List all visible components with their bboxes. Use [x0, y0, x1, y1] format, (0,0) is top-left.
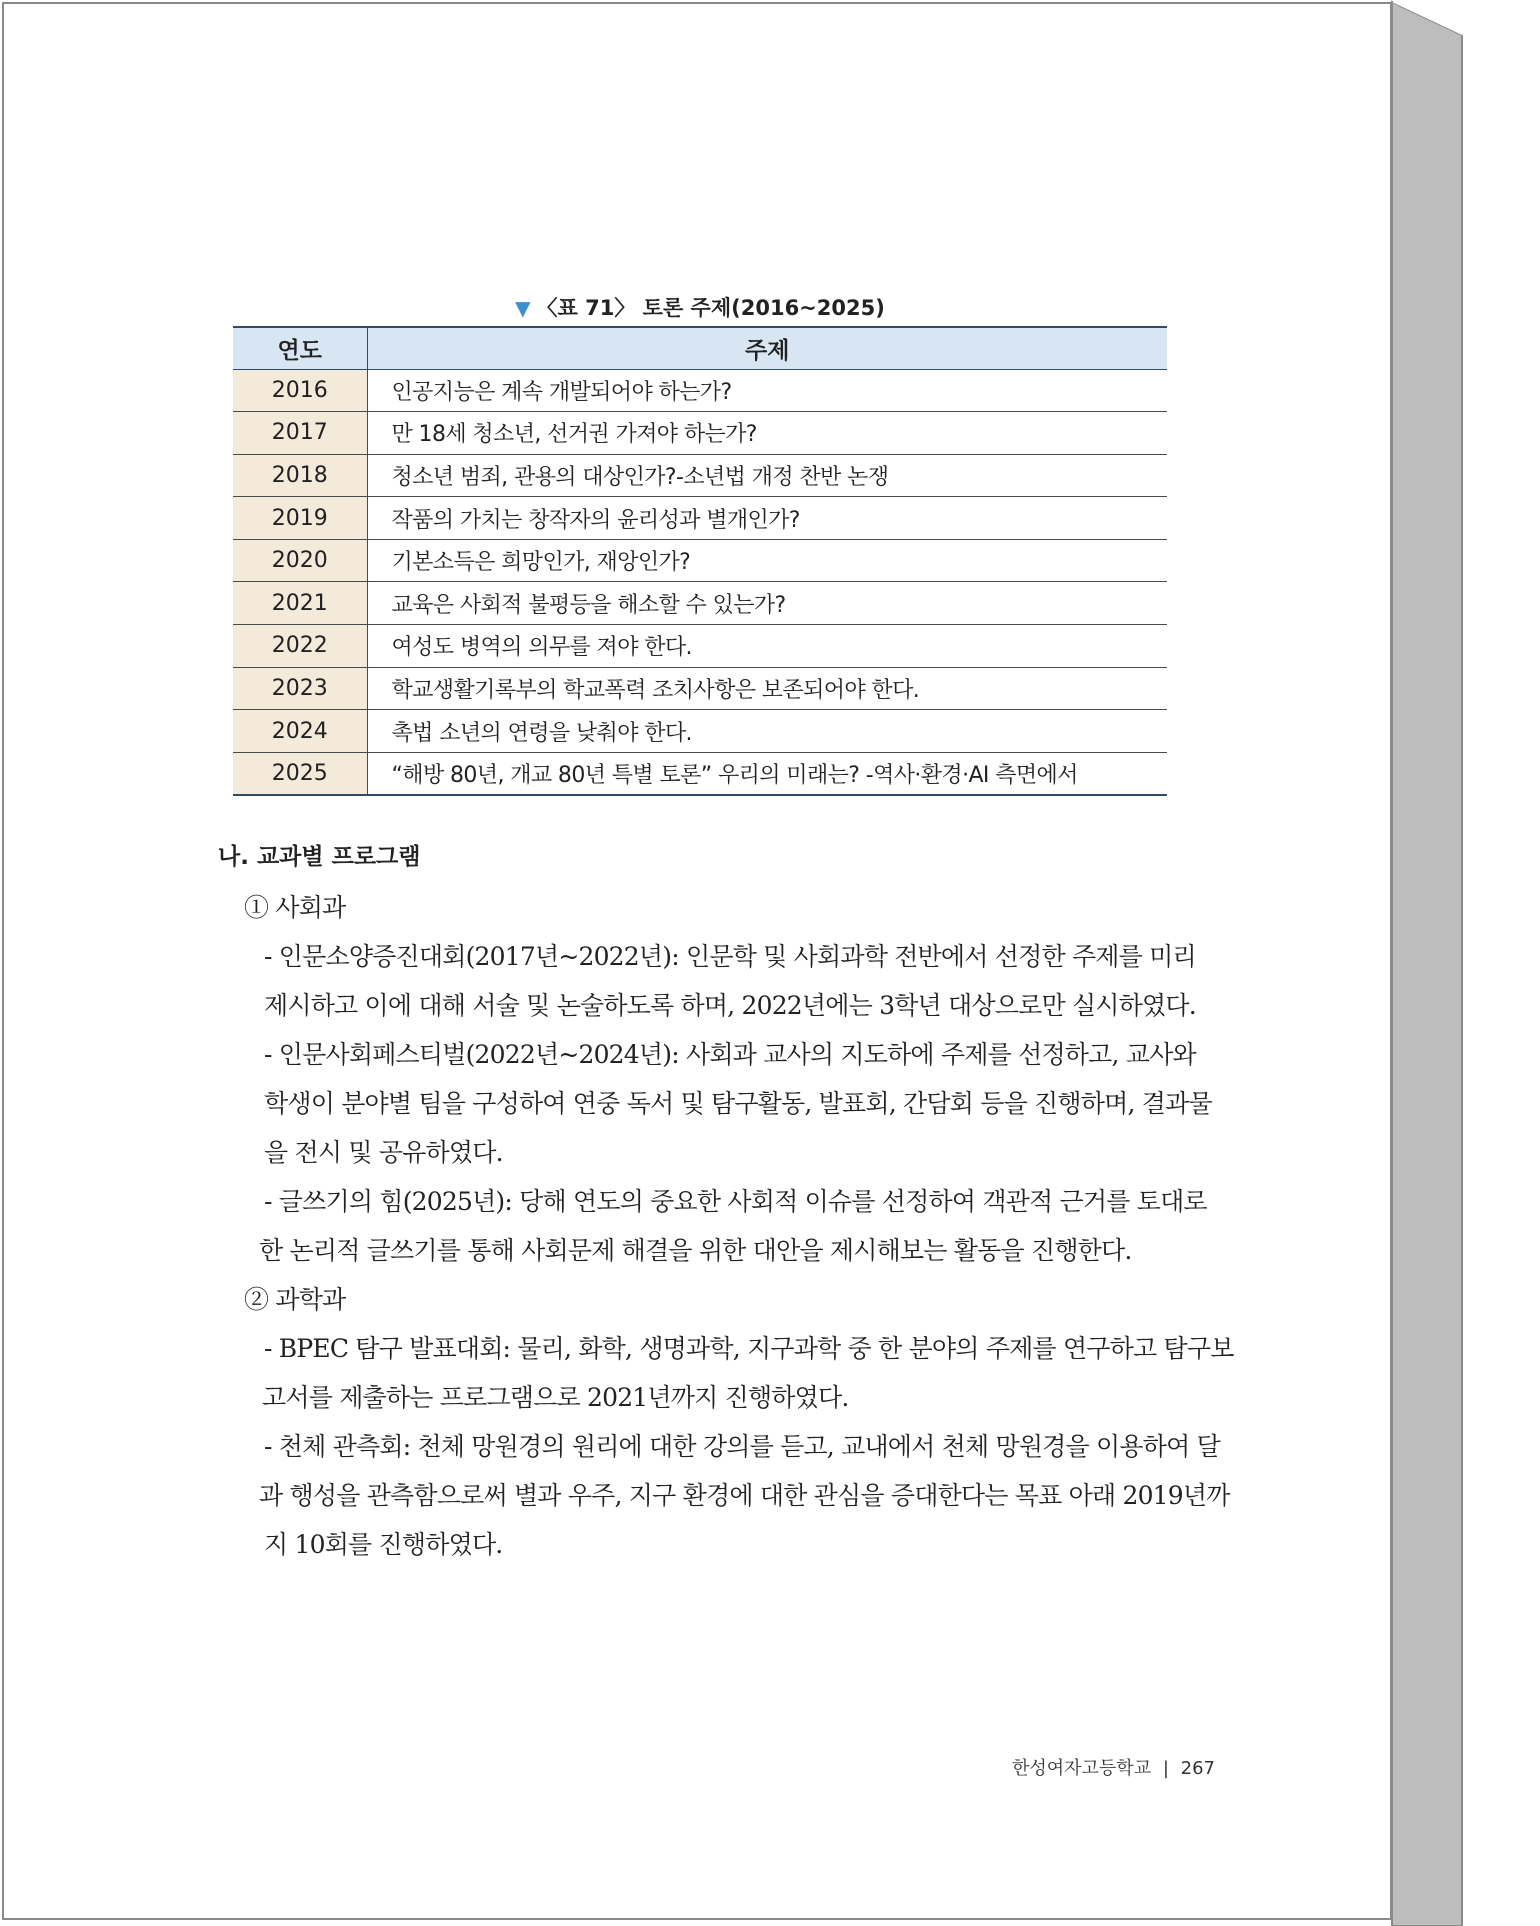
table-row: [233, 454, 1167, 497]
year-cell: 2022: [233, 625, 367, 668]
year-cell: 2023: [233, 667, 367, 710]
year-cell: 2018: [233, 454, 367, 497]
book-edge-top: [1392, 2, 1540, 35]
topic-cell: 교육은 사회적 불평등을 해소할 수 있는가?: [367, 582, 1167, 625]
table-caption-text: 〈표 71〉 토론 주제(2016~2025): [536, 296, 885, 320]
table-caption: [233, 290, 1167, 326]
table-row: [233, 710, 1167, 753]
subsection-title-science: ② 과학과: [244, 1285, 346, 1314]
topic-cell: 기본소득은 희망인가, 재앙인가?: [367, 539, 1167, 582]
subsection-title-social: ① 사회과: [244, 893, 346, 922]
topic-cell: 만 18세 청소년, 선거권 가져야 하는가?: [367, 412, 1167, 455]
header-topic: 주제: [367, 327, 1167, 369]
table-row: [233, 752, 1167, 795]
topic-cell: 학교생활기록부의 학교폭력 조치사항은 보존되어야 한다.: [367, 667, 1167, 710]
table-row: [233, 369, 1167, 412]
year-cell: 2017: [233, 412, 367, 455]
table-row: [233, 539, 1167, 582]
table-row: [233, 497, 1167, 540]
page-number: 267: [1180, 1758, 1215, 1779]
table-row: [233, 625, 1167, 668]
table-row: [233, 667, 1167, 710]
table-row: [233, 412, 1167, 455]
table-row: [233, 582, 1167, 625]
topic-cell: 작품의 가치는 창작자의 윤리성과 별개인가?: [367, 497, 1167, 540]
paragraph-line: 고서를 제출하는 프로그램으로 2021년까지 진행하였다.: [262, 1383, 849, 1412]
topic-cell: 청소년 범죄, 관용의 대상인가?-소년법 개정 찬반 논쟁: [367, 454, 1167, 497]
footer-school-name: 한성여자고등학교: [1011, 1758, 1152, 1779]
paragraph-line: - 글쓰기의 힘(2025년): 당해 연도의 중요한 사회적 이슈를 선정하여 객관적 근거를 토대로: [264, 1187, 1207, 1216]
topic-cell: 촉법 소년의 연령을 낮춰야 한다.: [367, 710, 1167, 753]
paragraph-line: 과 행성을 관측함으로써 별과 우주, 지구 환경에 대한 관심을 증대한다는 목표 아래 2019년까: [259, 1481, 1230, 1510]
paragraph-line: - 인문사회페스티벌(2022년~2024년): 사회과 교사의 지도하에 주제를 선정하고, 교사와: [264, 1040, 1196, 1069]
year-cell: 2021: [233, 582, 367, 625]
paragraph-line: 한 논리적 글쓰기를 통해 사회문제 해결을 위한 대안을 제시해보는 활동을 진행한다.: [259, 1236, 1132, 1265]
topic-cell: 인공지능은 계속 개발되어야 하는가?: [367, 369, 1167, 412]
triangle-down-icon: ▼: [515, 296, 531, 320]
header-year: 연도: [233, 327, 367, 369]
page-footer: [1000, 1754, 1215, 1780]
paragraph-line: - 인문소양증진대회(2017년~2022년): 인문학 및 사회과학 전반에서 선정한 주제를 미리: [264, 942, 1196, 971]
paragraph-line: 제시하고 이에 대해 서술 및 논술하도록 하며, 2022년에는 3학년 대상으로만 실시하였다.: [264, 991, 1196, 1020]
year-cell: 2024: [233, 710, 367, 753]
paragraph-line: 학생이 분야별 팀을 구성하여 연중 독서 및 탐구활동, 발표회, 간담회 등을 진행하며, 결과물: [264, 1089, 1212, 1118]
book-edge-side: [1392, 2, 1462, 1926]
year-cell: 2020: [233, 539, 367, 582]
topic-cell: 여성도 병역의 의무를 져야 한다.: [367, 625, 1167, 668]
paragraph-line: - BPEC 탐구 발표대회: 물리, 화학, 생명과학, 지구과학 중 한 분야의 주제를 연구하고 탐구보: [264, 1334, 1234, 1363]
footer-separator: |: [1162, 1758, 1169, 1779]
section-heading: 나. 교과별 프로그램: [218, 844, 421, 870]
paragraph-line: 을 전시 및 공유하였다.: [264, 1138, 503, 1167]
year-cell: 2016: [233, 369, 367, 412]
year-cell: 2019: [233, 497, 367, 540]
year-cell: 2025: [233, 752, 367, 795]
table-header-row: [233, 327, 1167, 369]
paragraph-line: 지 10회를 진행하였다.: [264, 1530, 503, 1559]
topic-cell: “해방 80년, 개교 80년 특별 토론” 우리의 미래는? -역사·환경·AI 측면에서: [367, 752, 1167, 795]
paragraph-line: - 천체 관측회: 천체 망원경의 원리에 대한 강의를 듣고, 교내에서 천체 망원경을 이용하여 달: [264, 1432, 1220, 1461]
debate-topics-table: [233, 326, 1167, 796]
